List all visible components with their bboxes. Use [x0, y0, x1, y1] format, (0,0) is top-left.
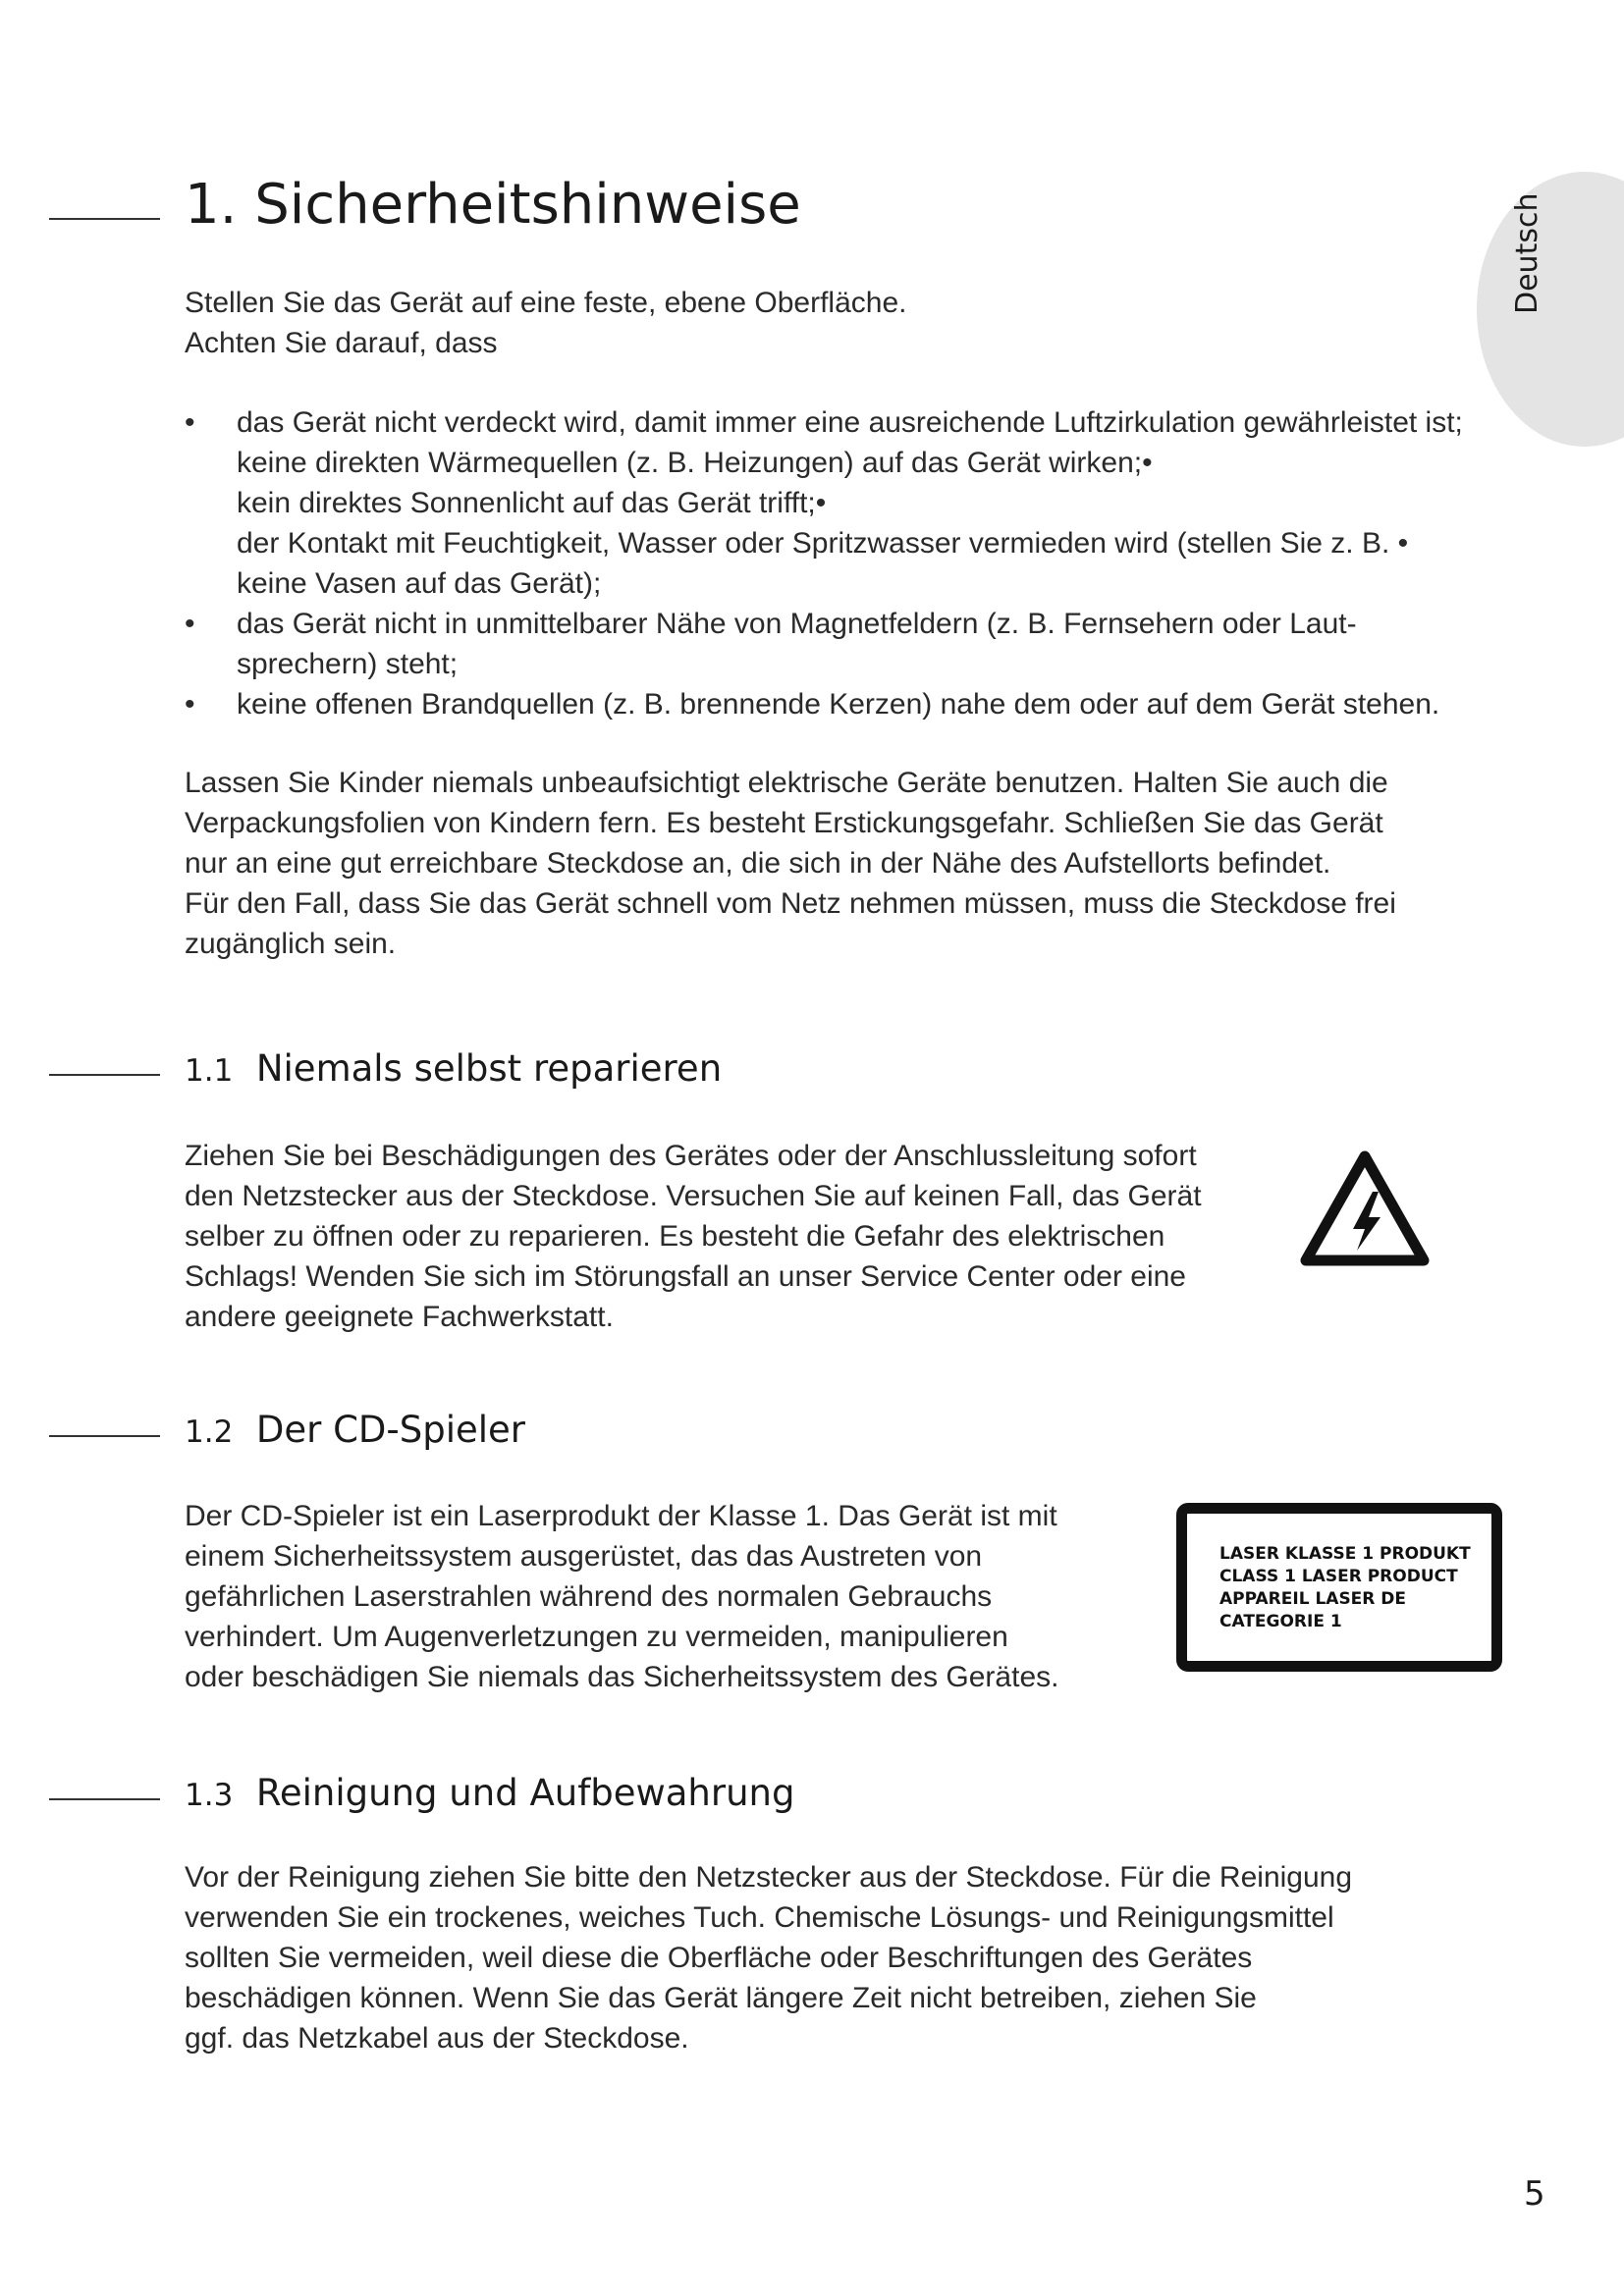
paragraph-line: andere geeignete Fachwerkstatt. — [185, 1301, 614, 1333]
page-number: 5 — [1524, 2174, 1545, 2214]
list-item — [185, 604, 1520, 644]
list-item — [185, 563, 1520, 604]
children-warning-paragraph — [185, 763, 1396, 964]
safety-bullet-list — [185, 402, 1520, 724]
paragraph-line: Für den Fall, dass Sie das Gerät schnell vom Netz nehmen müssen, muss die Steckdose frei — [185, 887, 1396, 920]
language-tab-label: Deutsch — [1510, 192, 1544, 314]
section-title: Reinigung und Aufbewahrung — [255, 1772, 795, 1814]
paragraph-line: ggf. das Netzkabel aus der Steckdose. — [185, 2022, 689, 2055]
paragraph-line: Der CD-Spieler ist ein Laserprodukt der Klasse 1. Das Gerät ist mit — [185, 1500, 1057, 1532]
electric-shock-warning-icon — [1296, 1147, 1434, 1270]
section-number: 1.1 — [185, 1053, 234, 1089]
paragraph-line: nur an eine gut erreichbare Steckdose an, die sich in der Nähe des Aufstellorts befindet. — [185, 847, 1331, 880]
laser-class-label — [1176, 1503, 1502, 1672]
paragraph-line: verhindert. Um Augenverletzungen zu vermeiden, manipulieren — [185, 1621, 1008, 1653]
list-item-text: das Gerät nicht in unmittelbarer Nähe von Magnetfeldern (z. B. Fernsehern oder Laut- — [237, 608, 1357, 640]
section-title: Der CD-Spieler — [255, 1409, 526, 1451]
paragraph-line: gefährlichen Laserstrahlen während des normalen Gebrauchs — [185, 1580, 993, 1613]
bullet-mark: • — [185, 608, 195, 640]
intro-text — [185, 283, 906, 363]
cd-player-paragraph — [185, 1496, 1058, 1697]
paragraph-line: den Netzstecker aus der Steckdose. Versuchen Sie auf keinen Fall, das Gerät — [185, 1180, 1202, 1212]
intro-line: Stellen Sie das Gerät auf eine feste, ebene Oberfläche. — [185, 287, 907, 319]
laser-label-line: CATEGORIE 1 — [1219, 1612, 1342, 1631]
repair-paragraph — [185, 1136, 1202, 1337]
bullet-mark: • — [185, 688, 195, 721]
list-item-text: das Gerät nicht verdeckt wird, damit immer eine ausreichende Luftzirkulation gewährleistet ist; — [237, 406, 1463, 439]
paragraph-line: Lassen Sie Kinder niemals unbeaufsichtigt elektrische Geräte benutzen. Halten Sie auch die — [185, 767, 1388, 799]
paragraph-line: Ziehen Sie bei Beschädigungen des Gerätes oder der Anschlussleitung sofort — [185, 1140, 1197, 1172]
list-item — [185, 684, 1520, 724]
paragraph-line: einem Sicherheitssystem ausgerüstet, das das Austreten von — [185, 1540, 983, 1573]
laser-label-line: CLASS 1 LASER PRODUCT — [1219, 1567, 1458, 1586]
paragraph-line: Vor der Reinigung ziehen Sie bitte den Netzstecker aus der Steckdose. Für die Reinigung — [185, 1861, 1353, 1894]
list-item — [185, 644, 1520, 684]
laser-label-text — [1219, 1543, 1471, 1633]
list-item — [185, 402, 1520, 443]
heading-rule — [49, 218, 160, 220]
list-item-text: keine Vasen auf das Gerät); — [237, 567, 602, 600]
section-number: 1.2 — [185, 1415, 234, 1450]
list-item-text: keine direkten Wärmequellen (z. B. Heizungen) auf das Gerät wirken;• — [237, 447, 1153, 479]
laser-label-line: LASER KLASSE 1 PRODUKT — [1219, 1544, 1471, 1564]
list-item-text: der Kontakt mit Feuchtigkeit, Wasser oder Spritzwasser vermieden wird (stellen Sie z. B. • — [237, 527, 1409, 560]
section-number: 1.3 — [185, 1778, 234, 1813]
paragraph-line: Verpackungsfolien von Kindern fern. Es besteht Erstickungsgefahr. Schließen Sie das Gerät — [185, 807, 1383, 839]
paragraph-line: zugänglich sein. — [185, 928, 397, 960]
paragraph-line: selber zu öffnen oder zu reparieren. Es besteht die Gefahr des elektrischen — [185, 1220, 1165, 1253]
heading-rule — [49, 1074, 160, 1076]
heading-rule — [49, 1798, 160, 1800]
paragraph-line: beschädigen können. Wenn Sie das Gerät längere Zeit nicht betreiben, ziehen Sie — [185, 1982, 1257, 2014]
paragraph-line: Schlags! Wenden Sie sich im Störungsfall an unser Service Center oder eine — [185, 1260, 1186, 1293]
intro-line: Achten Sie darauf, dass — [185, 327, 498, 359]
section-title: Niemals selbst reparieren — [255, 1047, 723, 1090]
cleaning-paragraph — [185, 1857, 1352, 2058]
section-heading-1-1 — [185, 1047, 722, 1090]
page-title: 1. Sicherheitshinweise — [185, 173, 801, 237]
paragraph-line: oder beschädigen Sie niemals das Sicherheitssystem des Gerätes. — [185, 1661, 1059, 1693]
paragraph-line: sollten Sie vermeiden, weil diese die Oberfläche oder Beschriftungen des Gerätes — [185, 1942, 1253, 1974]
list-item-text: kein direktes Sonnenlicht auf das Gerät trifft;• — [237, 487, 827, 519]
section-heading-1-2 — [185, 1409, 525, 1451]
paragraph-line: verwenden Sie ein trockenes, weiches Tuch. Chemische Lösungs- und Reinigungsmittel — [185, 1901, 1334, 1934]
list-item — [185, 443, 1520, 483]
list-item — [185, 483, 1520, 523]
list-item — [185, 523, 1520, 563]
list-item-text: sprechern) steht; — [237, 648, 459, 680]
laser-label-line: APPAREIL LASER DE — [1219, 1589, 1407, 1609]
heading-rule — [49, 1435, 160, 1437]
section-heading-1-3 — [185, 1772, 794, 1814]
bullet-mark: • — [185, 406, 195, 439]
list-item-text: keine offenen Brandquellen (z. B. brennende Kerzen) nahe dem oder auf dem Gerät stehen. — [237, 688, 1440, 721]
